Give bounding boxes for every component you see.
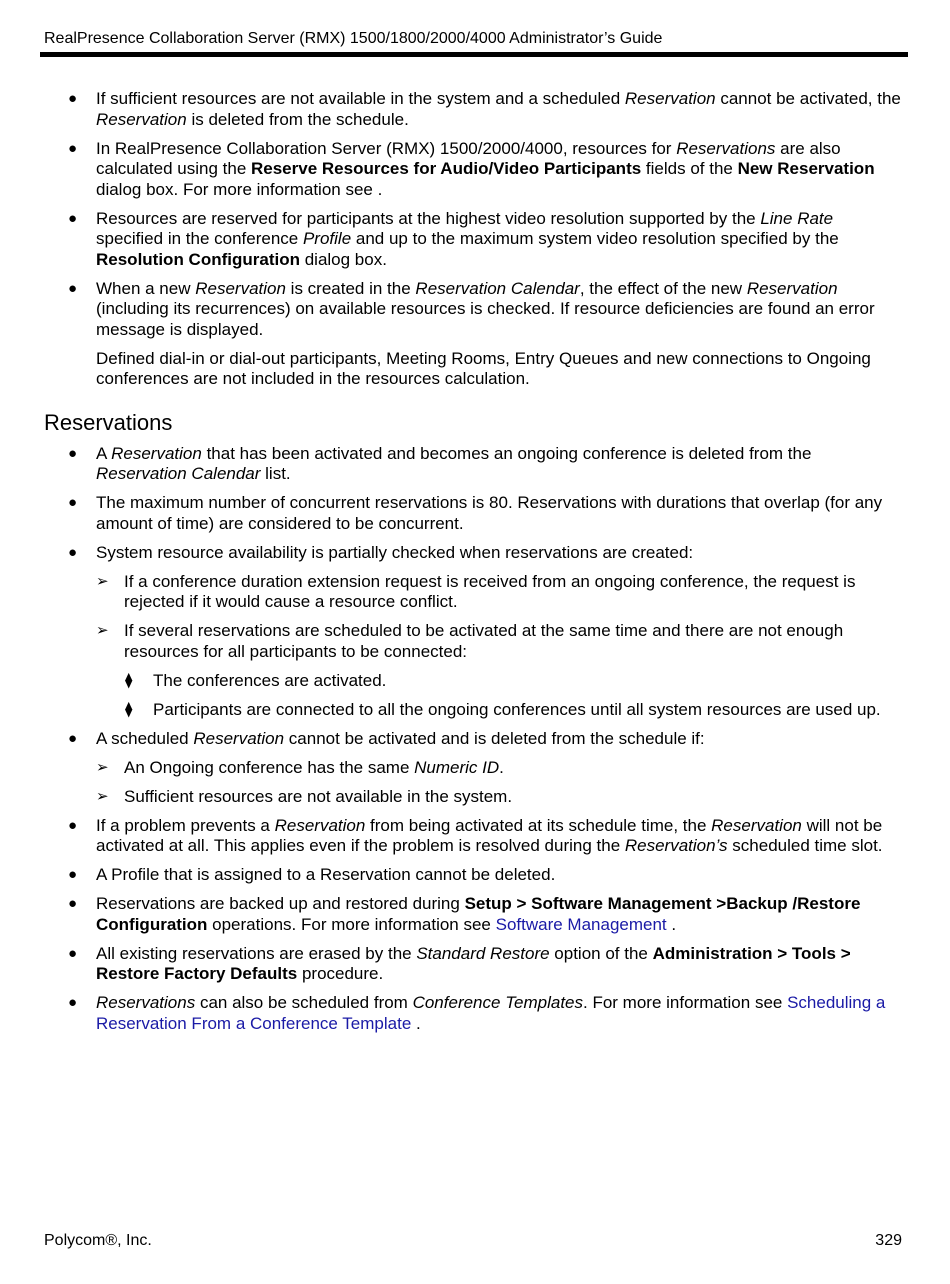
- sub-list-item: ➢ If several reservations are scheduled to be activated at the same time and there are not enough resources for all participants to be connected:: [96, 621, 844, 661]
- page-number: 329: [875, 1232, 902, 1249]
- list-item: ● System resource availability is partially checked when reservations are created:: [68, 542, 694, 562]
- bullet-icon: ●: [68, 729, 78, 747]
- page-content: [0, 89, 950, 1043]
- bullet-icon: ●: [68, 543, 78, 561]
- header-divider: [40, 52, 908, 57]
- diamond-bullet-icon: ⧫: [125, 671, 133, 689]
- diamond-bullet-icon: ⧫: [125, 700, 133, 718]
- section-title: Reservations: [44, 409, 173, 435]
- list-item: ● The maximum number of concurrent reservations is 80. Reservations with durations that overlap (for any amount of time) are considered to be concurrent.: [68, 493, 883, 533]
- sub-list-item: ➢ Sufficient resources are not available in the system.: [96, 786, 513, 806]
- list-item: ● If sufficient resources are not available in the system and a scheduled Reservation cannot be activated, the Reservation is deleted from the schedule.: [68, 89, 901, 129]
- list-item: ● All existing reservations are erased by the Standard Restore option of the Administration > Tools > Restore Factory Defaults procedure.: [68, 943, 851, 983]
- arrow-bullet-icon: ➢: [96, 758, 109, 776]
- list-item: ● Reservations can also be scheduled from Conference Templates. For more information see Scheduling a Reservation From a Conference Template .: [68, 993, 886, 1033]
- sub-list-item: ➢ An Ongoing conference has the same Numeric ID.: [96, 757, 504, 777]
- bullet-icon: ●: [68, 90, 78, 107]
- list-item: ● A scheduled Reservation cannot be activated and is deleted from the schedule if:: [68, 728, 705, 748]
- arrow-bullet-icon: ➢: [96, 787, 109, 805]
- bullet-icon: ●: [68, 944, 78, 962]
- list-item: ● In RealPresence Collaboration Server (RMX) 1500/2000/4000, resources for Reservations are also calculated using the Reserve Resources for Audio/Video Participants fields of the New Reservation dialog box. For more information see .: [68, 138, 875, 199]
- bullet-icon: ●: [68, 279, 78, 297]
- arrow-bullet-icon: ➢: [96, 572, 109, 590]
- bullet-icon: ●: [68, 139, 78, 157]
- list-item: ● Resources are reserved for participants at the highest video resolution supported by the Line Rate specified in the conference Profile and up to the maximum system video resolution specified by the Resolution Configuration dialog box.: [68, 208, 839, 269]
- bullet-icon: ●: [68, 866, 78, 883]
- sub-sub-list-item: ⧫ Participants are connected to all the ongoing conferences until all system resources are used up.: [125, 699, 881, 719]
- footer-company: Polycom®, Inc.: [44, 1232, 152, 1249]
- list-item: ● When a new Reservation is created in the Reservation Calendar, the effect of the new Reservation (including its recurrences) on available resources is checked. If resource deficiencies are found an error message is displayed.: [68, 278, 875, 339]
- note-paragraph: Defined dial-in or dial-out participants, Meeting Rooms, Entry Queues and new connections to Ongoing conferences are not included in the resources calculation.: [96, 348, 871, 388]
- sub-sub-list-item: ⧫ The conferences are activated.: [125, 670, 387, 690]
- software-management-link[interactable]: Software Management: [495, 914, 667, 934]
- bullet-icon: ●: [68, 895, 78, 912]
- list-item: ● If a problem prevents a Reservation from being activated at its schedule time, the Reservation will not be activated at all. This applies even if the problem is resolved during the Reservation’s scheduled time slot.: [68, 815, 883, 855]
- bullet-icon: ●: [68, 444, 78, 462]
- bullet-icon: ●: [68, 494, 78, 511]
- arrow-bullet-icon: ➢: [96, 622, 109, 639]
- page-header-title: RealPresence Collaboration Server (RMX) 1500/1800/2000/4000 Administrator’s Guide: [44, 30, 663, 47]
- sub-list-item: ➢ If a conference duration extension request is received from an ongoing conference, the request is rejected if it would cause a resource conflict.: [96, 571, 856, 611]
- list-item: ● A Reservation that has been activated and becomes an ongoing conference is deleted from the Reservation Calendar list.: [68, 443, 812, 483]
- list-item: ● Reservations are backed up and restored during Setup > Software Management >Backup /Restore Configuration operations. For more information see Software Management .: [68, 894, 861, 934]
- bullet-icon: ●: [68, 994, 78, 1011]
- bullet-icon: ●: [68, 816, 78, 834]
- list-item: ● A Profile that is assigned to a Reservation cannot be deleted.: [68, 865, 556, 884]
- scheduling-reservation-link[interactable]: Scheduling a Reservation From a Conference Template: [96, 993, 886, 1033]
- bullet-icon: ●: [68, 209, 78, 227]
